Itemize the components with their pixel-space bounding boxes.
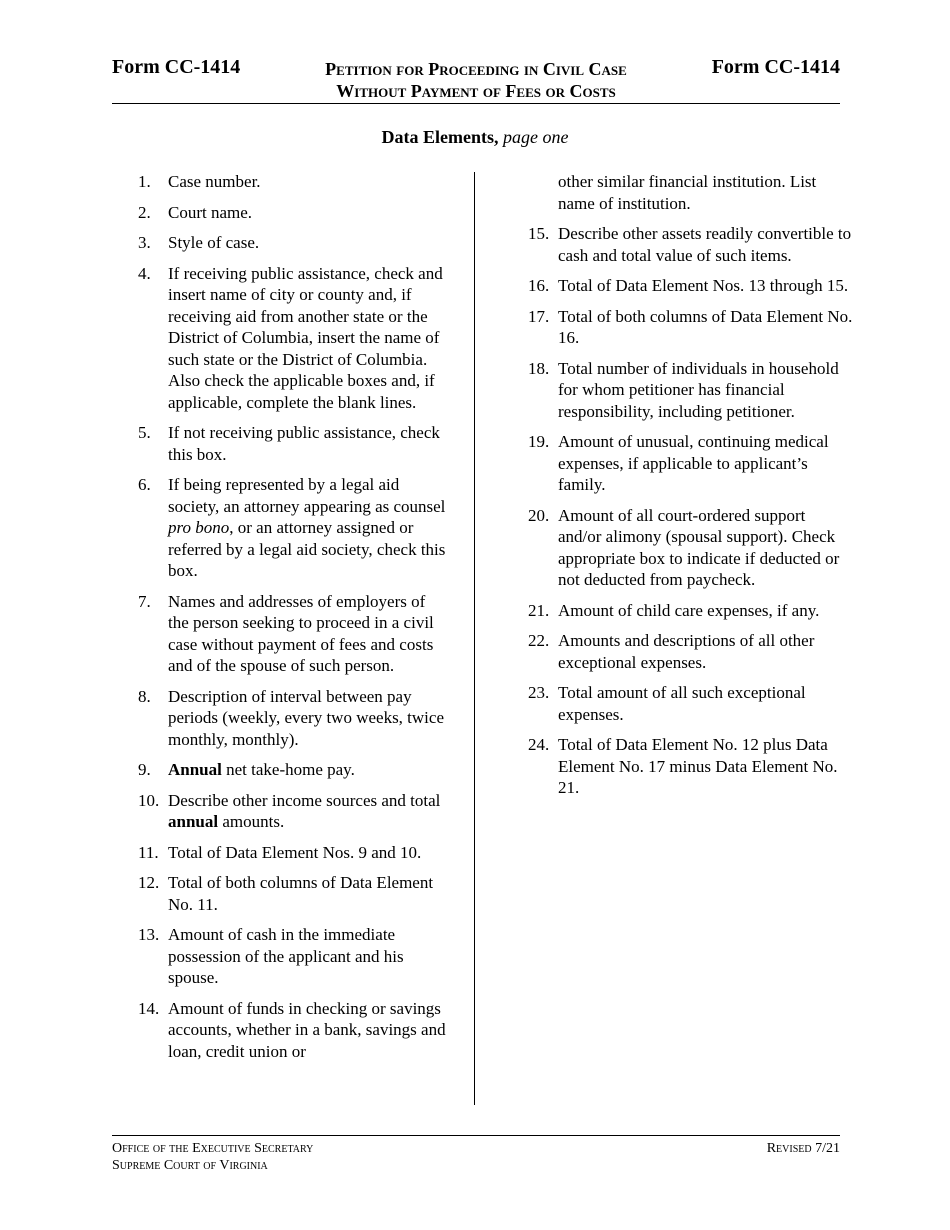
- list-item: [138, 263, 450, 414]
- list-item: [528, 734, 853, 799]
- item-number: 6.: [138, 475, 151, 494]
- item-text: Case number.: [168, 172, 261, 191]
- right-column: [528, 171, 853, 808]
- item-number: 7.: [138, 591, 151, 611]
- item-text: Total of both columns of Data Element No. 16.: [558, 306, 853, 347]
- footer-office: Office of the Executive Secretary: [112, 1141, 314, 1156]
- item-number: 22.: [528, 631, 550, 650]
- list-item: [138, 998, 450, 1063]
- item-text: Style of case.: [168, 233, 260, 252]
- item-number: 17.: [528, 306, 550, 326]
- item-text: Amount of funds in checking or savings accounts, whether in a bank, savings and loan, credit union or: [168, 998, 446, 1061]
- list-item: [528, 630, 853, 673]
- item-text: Total of Data Element Nos. 13 through 15.: [558, 276, 849, 295]
- item-number: 8.: [138, 686, 151, 706]
- item-number: 20.: [528, 505, 550, 525]
- item-number: 23.: [528, 683, 550, 702]
- list-item: [528, 306, 853, 349]
- item-number: 12.: [138, 873, 160, 892]
- item-number: 16.: [528, 276, 550, 295]
- item-number: 15.: [528, 224, 550, 243]
- item-text: Description of interval between pay periods (weekly, every two weeks, twice monthly, monthly).: [168, 686, 444, 749]
- list-item: [138, 872, 450, 915]
- list-item: [528, 358, 853, 423]
- item-text: Total number of individuals in household for whom petitioner has financial responsibility, including petitioner.: [558, 358, 839, 421]
- form-title-line-2: Without Payment of Fees or Costs: [336, 81, 616, 101]
- item-number: 5.: [138, 423, 151, 442]
- page-header: [112, 56, 840, 104]
- item-number: 18.: [528, 358, 550, 378]
- list-item: [528, 223, 853, 266]
- list-item: [138, 924, 450, 989]
- footer-court: Supreme Court of Virginia: [112, 1158, 268, 1173]
- item-number: 3.: [138, 233, 151, 252]
- item-text: Amount of child care expenses, if any.: [558, 600, 820, 620]
- form-number-left: Form CC-1414: [112, 56, 241, 78]
- item-text: If not receiving public assistance, check this box.: [168, 423, 440, 464]
- item-text: Amount of unusual, continuing medical expenses, if applicable to applicant’s family.: [558, 432, 829, 494]
- list-item: [138, 591, 450, 677]
- item-text: Amount of all court-ordered support and/or alimony (spousal support). Check appropriate box to indicate if deducted or not deducted from paycheck.: [558, 505, 840, 589]
- item-text: , or an attorney assigned or referred by a legal aid society, check this box.: [168, 518, 446, 580]
- item-continuation: other similar financial institution. List name of institution.: [558, 172, 817, 213]
- list-item: [528, 600, 853, 622]
- item-text-bold: Annual: [168, 760, 222, 779]
- list-item: [138, 171, 450, 193]
- column-divider: [474, 172, 475, 1105]
- item-text: Court name.: [168, 202, 253, 222]
- item-text: Names and addresses of employers of the person seeking to proceed in a civil case without payment of fees and costs and of the spouse of such person.: [168, 591, 434, 675]
- list-item: [528, 275, 853, 297]
- item-text-bold: annual: [168, 812, 219, 831]
- list-item: [138, 842, 450, 864]
- left-column: [138, 171, 450, 1071]
- item-number: 13.: [138, 925, 160, 944]
- form-number-right: Form CC-1414: [711, 56, 840, 78]
- list-item: [528, 431, 853, 496]
- item-number: 10.: [138, 790, 160, 810]
- item-text: Amounts and descriptions of all other exceptional expenses.: [558, 631, 815, 672]
- item-number: 24.: [528, 735, 550, 754]
- form-title-line-1: Petition for Proceeding in Civil Case: [325, 59, 627, 79]
- list-item: [138, 790, 450, 833]
- subtitle-italic: page one: [503, 127, 569, 147]
- item-text: Total of Data Element No. 12 plus Data Element No. 17 minus Data Element No. 21.: [558, 735, 838, 797]
- subtitle-bold: Data Elements,: [381, 127, 499, 147]
- form-title: [262, 58, 690, 102]
- list-item: [138, 759, 450, 781]
- item-number: 21.: [528, 600, 550, 620]
- item-text: If being represented by a legal aid society, an attorney appearing as counsel: [168, 475, 446, 516]
- item-number: 2.: [138, 202, 151, 222]
- item-text: Amount of cash in the immediate possession of the applicant and his spouse.: [168, 925, 404, 987]
- list-item: [528, 505, 853, 591]
- section-subtitle: [0, 127, 950, 148]
- footer-revised: Revised 7/21: [766, 1141, 840, 1156]
- item-number: 9.: [138, 760, 151, 779]
- item-text: Total amount of all such exceptional expenses.: [558, 683, 806, 724]
- list-item: [138, 686, 450, 751]
- page-footer: [112, 1135, 840, 1174]
- item-text-italic: pro bono: [168, 518, 230, 537]
- item-text: Describe other income sources and total: [168, 790, 441, 810]
- item-number: 4.: [138, 263, 151, 283]
- item-text: amounts.: [218, 812, 285, 831]
- list-item: [528, 682, 853, 725]
- item-text: Total of both columns of Data Element No. 11.: [168, 873, 434, 914]
- item-text: net take-home pay.: [221, 760, 355, 779]
- item-number: 19.: [528, 432, 550, 451]
- list-item: [138, 474, 450, 582]
- list-item: [138, 232, 450, 254]
- item-number: 14.: [138, 998, 160, 1018]
- list-item: [138, 202, 450, 224]
- list-item: [138, 422, 450, 465]
- item-text: Total of Data Element Nos. 9 and 10.: [168, 842, 422, 862]
- item-text: If receiving public assistance, check and insert name of city or county and, if receiving aid from another state or the District of Columbia, insert the name of such state or the District of Columbia. Also check the applicable boxes and, if applicable, complete the blank lines.: [168, 263, 443, 412]
- item-number: 1.: [138, 172, 151, 191]
- item-number: 11.: [138, 842, 159, 862]
- item-text: Describe other assets readily convertible to cash and total value of such items.: [558, 224, 852, 265]
